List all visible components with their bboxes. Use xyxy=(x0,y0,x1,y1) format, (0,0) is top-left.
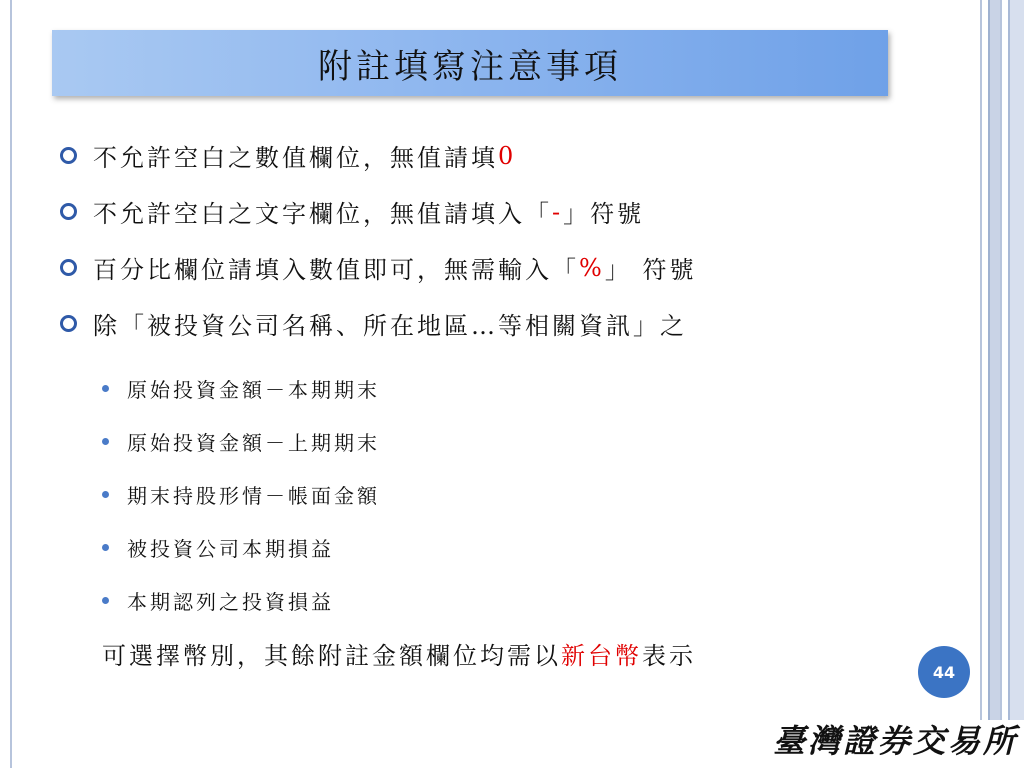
sub-list-item xyxy=(102,533,334,562)
bullet-highlight: 0 xyxy=(498,141,517,170)
left-frame-border xyxy=(0,0,12,768)
dot-bullet-icon xyxy=(102,491,109,498)
ring-bullet-icon xyxy=(60,315,77,332)
ring-bullet-icon xyxy=(60,203,77,220)
bullet-text: 百分比欄位請填入數值即可，無需輸入「 xyxy=(93,256,579,284)
brand-logo xyxy=(773,716,1018,762)
dot-bullet-icon xyxy=(102,438,109,445)
bullet-item xyxy=(60,138,516,173)
note-highlight: 新台幣 xyxy=(561,642,642,670)
bullet-suffix: 」 符號 xyxy=(604,256,697,284)
logo-text: 臺灣證券交易所 xyxy=(772,722,1018,760)
ring-bullet-icon xyxy=(60,259,77,276)
bullet-item xyxy=(60,250,696,285)
sub-list-item xyxy=(102,480,380,509)
sub-list-item xyxy=(102,374,380,403)
dot-bullet-icon xyxy=(102,597,109,604)
sub-item-text: 本期認列之投資損益 xyxy=(127,590,334,614)
bullet-item xyxy=(60,306,687,341)
sub-item-text: 被投資公司本期損益 xyxy=(127,537,334,561)
bullet-text: 不允許空白之文字欄位，無值請填入「 xyxy=(93,200,552,228)
dot-bullet-icon xyxy=(102,544,109,551)
note-suffix: 表示 xyxy=(642,642,696,670)
sub-item-text: 期末持股形情－帳面金額 xyxy=(127,484,380,508)
bullet-highlight: - xyxy=(552,197,564,226)
bullet-text: 不允許空白之數值欄位，無值請填 xyxy=(93,144,498,172)
bullet-item xyxy=(60,194,644,229)
slide-title: 附註填寫注意事項 xyxy=(318,46,622,87)
sub-item-text: 原始投資金額－上期期末 xyxy=(127,431,380,455)
closing-note xyxy=(102,636,696,671)
bullet-text: 除「被投資公司名稱、所在地區…等相關資訊」之 xyxy=(93,312,687,340)
bullet-suffix: 」符號 xyxy=(563,200,645,228)
sub-item-text: 原始投資金額－本期期末 xyxy=(127,378,380,402)
page-number-badge xyxy=(918,646,970,698)
right-frame-border xyxy=(980,0,1024,720)
title-banner xyxy=(52,30,888,96)
sub-list-item xyxy=(102,586,334,615)
bullet-highlight: % xyxy=(579,253,605,282)
dot-bullet-icon xyxy=(102,385,109,392)
page-number: 44 xyxy=(932,662,956,682)
note-prefix: 可選擇幣別，其餘附註金額欄位均需以 xyxy=(102,642,561,670)
ring-bullet-icon xyxy=(60,147,77,164)
sub-list-item xyxy=(102,427,380,456)
